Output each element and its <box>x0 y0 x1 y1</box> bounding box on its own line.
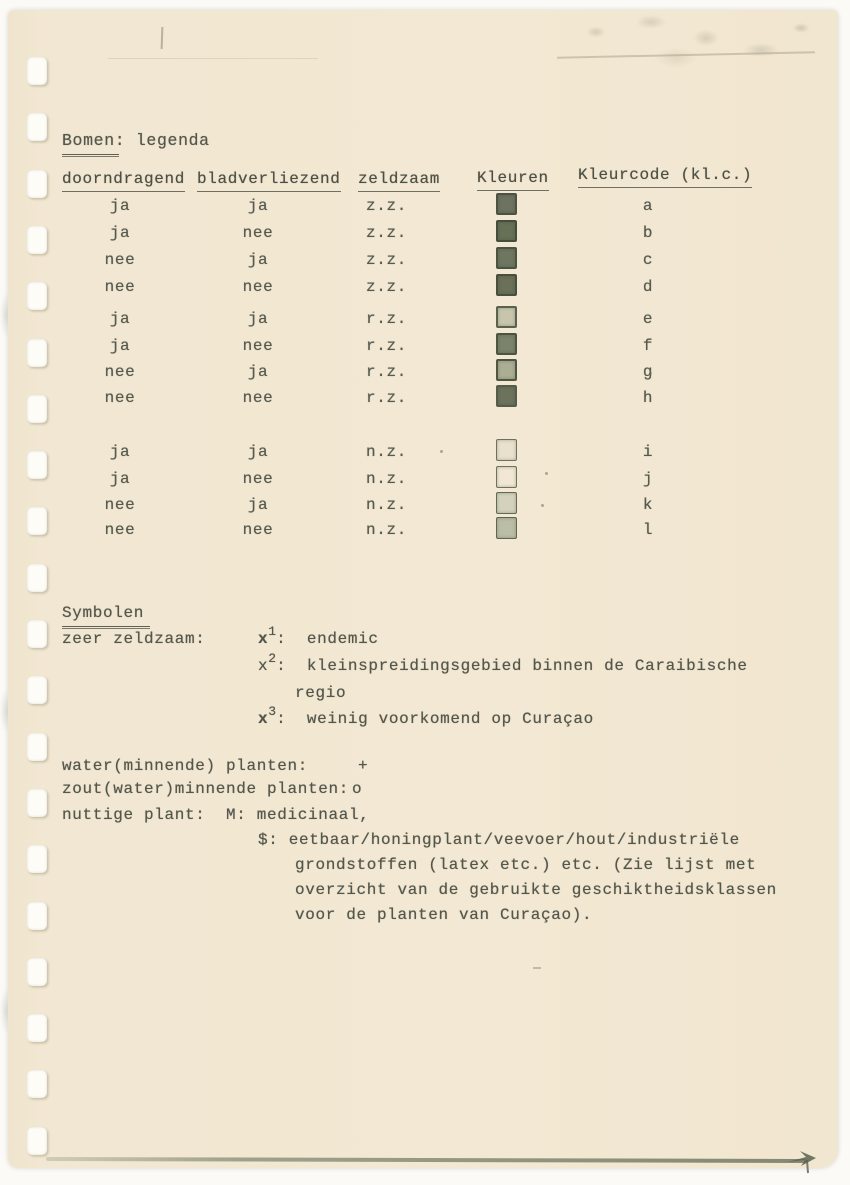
cell-kleurcode: e <box>642 310 654 328</box>
cell-zeldzaam: n.z. <box>366 470 408 488</box>
table-row <box>8 389 838 411</box>
color-swatch <box>496 306 517 328</box>
water-plants-symbol: + <box>358 757 369 775</box>
symbol-item-x1 <box>258 624 379 648</box>
binder-hole <box>27 564 47 592</box>
color-swatch <box>496 439 517 461</box>
scan-line <box>108 58 318 59</box>
color-swatch <box>496 359 517 381</box>
color-swatch <box>496 517 517 539</box>
column-header-doorndragend: doorndragend <box>62 170 185 192</box>
cell-bladverliezend: nee <box>242 224 274 242</box>
cell-kleurcode: h <box>642 389 654 407</box>
cell-doorndragend: ja <box>109 470 131 488</box>
cell-doorndragend: nee <box>104 496 136 514</box>
symbol-item-x2-continuation: regio <box>295 684 347 702</box>
binder-hole <box>27 845 47 873</box>
binder-hole <box>27 733 47 761</box>
cell-kleurcode: g <box>642 363 654 381</box>
useful-plant-line: nuttige plant: M: medicinaal, <box>62 806 370 824</box>
handwritten-arrow <box>786 1140 820 1174</box>
cell-doorndragend: ja <box>109 337 131 355</box>
table-row <box>8 310 838 332</box>
symbol-definition: : weinig voorkomend op Curaçao <box>276 710 594 728</box>
cell-kleurcode: d <box>642 278 654 296</box>
cell-zeldzaam: z.z. <box>366 278 408 296</box>
color-swatch <box>496 333 517 355</box>
color-swatch <box>496 466 517 488</box>
cell-bladverliezend: nee <box>242 278 274 296</box>
cell-zeldzaam: z.z. <box>366 197 408 215</box>
cell-doorndragend: ja <box>109 310 131 328</box>
cell-zeldzaam: r.z. <box>366 389 408 407</box>
table-row <box>8 521 838 543</box>
table-row <box>8 470 838 492</box>
table-row <box>8 197 838 219</box>
cell-bladverliezend: nee <box>242 521 274 539</box>
dollar-continuation-2: overzicht van de gebruikte geschiktheidsklassen <box>295 881 777 899</box>
cell-bladverliezend: ja <box>247 197 269 215</box>
scan-speck <box>545 472 548 475</box>
cell-bladverliezend: ja <box>247 251 269 269</box>
salt-plants-label: zout(water)minnende planten: <box>62 780 350 798</box>
binder-hole <box>27 170 47 198</box>
scan-speck <box>440 450 443 453</box>
symbol-superscript: 1 <box>268 624 277 639</box>
binder-hole <box>27 113 47 141</box>
color-swatch <box>496 247 517 269</box>
symbol-base: x <box>258 630 269 648</box>
cell-zeldzaam: r.z. <box>366 310 408 328</box>
cell-kleurcode: j <box>642 470 654 488</box>
cell-doorndragend: nee <box>104 251 136 269</box>
column-header-bladverliezend: bladverliezend <box>197 170 341 192</box>
cell-bladverliezend: nee <box>242 337 274 355</box>
color-swatch <box>496 274 517 296</box>
cell-kleurcode: l <box>642 521 654 539</box>
table-row <box>8 363 838 385</box>
binder-hole <box>27 1070 47 1098</box>
page-title: Bomen: legenda <box>62 131 210 150</box>
table-row <box>8 278 838 300</box>
symbols-underline <box>62 626 150 629</box>
cell-zeldzaam: r.z. <box>366 363 408 381</box>
binder-hole <box>27 676 47 704</box>
binder-hole <box>27 1127 47 1155</box>
symbols-heading: Symbolen <box>62 604 145 622</box>
cell-kleurcode: c <box>642 251 654 269</box>
cell-bladverliezend: ja <box>247 443 269 461</box>
scan-speck <box>649 372 652 375</box>
cell-zeldzaam: n.z. <box>366 496 408 514</box>
cell-zeldzaam: r.z. <box>366 337 408 355</box>
cell-doorndragend: nee <box>104 278 136 296</box>
cell-doorndragend: nee <box>104 389 136 407</box>
dollar-continuation-3: voor de planten van Curaçao). <box>295 906 593 924</box>
color-swatch <box>496 220 517 242</box>
water-plants-label: water(minnende) planten: <box>62 757 309 775</box>
table-row <box>8 224 838 246</box>
binder-hole <box>27 1014 47 1042</box>
scan-noise <box>556 10 821 74</box>
dollar-symbol-line: $: eetbaar/honingplant/veevoer/hout/industriële <box>258 831 740 849</box>
symbol-definition: : kleinspreidingsgebied binnen de Caraibische <box>276 657 748 675</box>
symbol-base: x <box>258 657 269 675</box>
cell-zeldzaam: z.z. <box>366 224 408 242</box>
cell-bladverliezend: ja <box>247 496 269 514</box>
table-row <box>8 443 838 465</box>
binder-hole <box>27 958 47 986</box>
cell-kleurcode: i <box>642 443 654 461</box>
table-row <box>8 496 838 518</box>
binder-hole <box>27 57 47 85</box>
cell-zeldzaam: n.z. <box>366 521 408 539</box>
dollar-continuation-1: grondstoffen (latex etc.) etc. (Zie lijst met <box>295 856 757 874</box>
cell-bladverliezend: ja <box>247 310 269 328</box>
cell-doorndragend: nee <box>104 363 136 381</box>
cell-doorndragend: nee <box>104 521 136 539</box>
symbol-item-x2 <box>258 651 748 675</box>
title-underline <box>62 154 119 157</box>
cell-bladverliezend: nee <box>242 470 274 488</box>
table-row <box>8 337 838 359</box>
color-swatch <box>496 492 517 514</box>
page-bottom-shadow <box>46 1157 806 1163</box>
cell-kleurcode: a <box>642 197 654 215</box>
salt-plants-symbol: o <box>352 780 363 798</box>
column-header-zeldzaam: zeldzaam <box>358 170 440 192</box>
symbols-lead: zeer zeldzaam: <box>62 630 206 648</box>
color-swatch <box>496 385 517 407</box>
table-row <box>8 251 838 273</box>
symbol-superscript: 2 <box>268 651 277 666</box>
cell-kleurcode: k <box>642 496 654 514</box>
column-header-kleuren: Kleuren <box>477 169 549 191</box>
cell-kleurcode: f <box>642 337 654 355</box>
color-swatch <box>496 193 517 215</box>
cell-bladverliezend: nee <box>242 389 274 407</box>
cell-kleurcode: b <box>642 224 654 242</box>
column-header-kleurcode: Kleurcode (kl.c.) <box>578 166 752 188</box>
symbol-item-x3 <box>258 704 594 728</box>
cell-zeldzaam: z.z. <box>366 251 408 269</box>
cell-doorndragend: ja <box>109 443 131 461</box>
scan-tick-mark <box>161 27 164 49</box>
paper-sheet <box>8 10 838 1168</box>
symbol-superscript: 3 <box>268 704 277 719</box>
binder-hole <box>27 789 47 817</box>
cell-doorndragend: ja <box>109 224 131 242</box>
scan-speck <box>541 504 544 507</box>
cell-zeldzaam: n.z. <box>366 443 408 461</box>
scan-dash <box>533 967 541 969</box>
symbol-base: x <box>258 710 269 728</box>
cell-doorndragend: ja <box>109 197 131 215</box>
symbol-definition: : endemic <box>276 630 379 648</box>
binder-hole <box>27 620 47 648</box>
cell-bladverliezend: ja <box>247 363 269 381</box>
binder-hole <box>27 902 47 930</box>
